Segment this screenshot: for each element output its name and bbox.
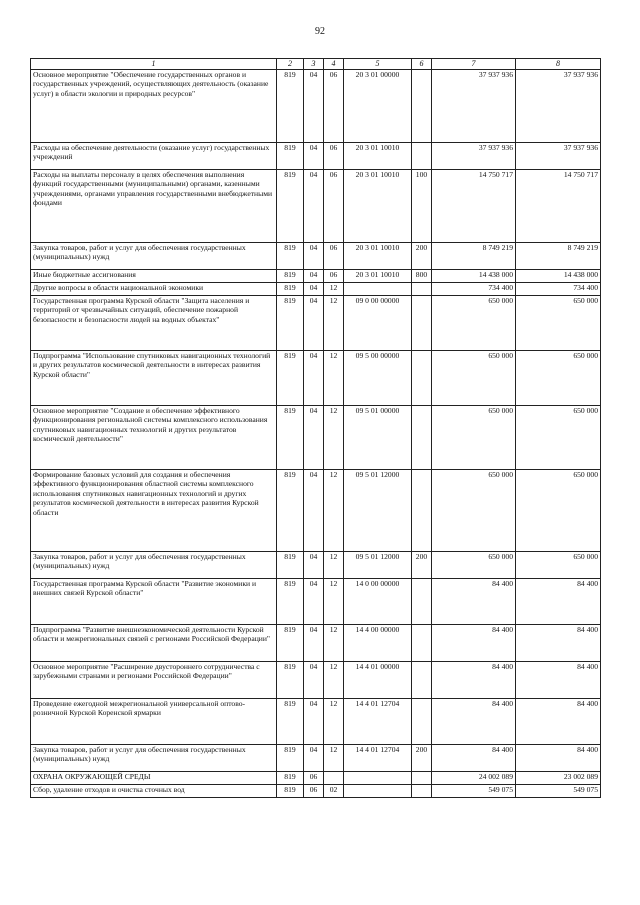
- cell-csr: 20 3 01 10010: [344, 243, 412, 270]
- table-header-row: [31, 59, 601, 70]
- cell-gr: 819: [277, 170, 304, 243]
- cell-gr: 819: [277, 772, 304, 785]
- cell-gr: 819: [277, 552, 304, 579]
- cell-gr: 819: [277, 243, 304, 270]
- table-row: [31, 143, 601, 170]
- cell-v2: 37 937 936: [516, 143, 601, 170]
- column-header: 7: [432, 59, 516, 70]
- cell-gr: 819: [277, 283, 304, 296]
- cell-rz: 04: [304, 470, 324, 552]
- cell-pr: 12: [324, 699, 344, 745]
- cell-name: Расходы на обеспечение деятельности (оказание услуг) государственных учреждений: [31, 143, 277, 170]
- cell-name: Закупка товаров, работ и услуг для обеспечения государственных (муниципальных) нужд: [31, 552, 277, 579]
- cell-v2: 84 400: [516, 699, 601, 745]
- cell-rz: 04: [304, 699, 324, 745]
- cell-pr: 12: [324, 625, 344, 662]
- table-row: [31, 579, 601, 625]
- table-row: [31, 699, 601, 745]
- cell-vr: [412, 70, 432, 143]
- cell-pr: 12: [324, 745, 344, 772]
- cell-v1: 650 000: [432, 470, 516, 552]
- cell-v1: 84 400: [432, 625, 516, 662]
- cell-v1: 650 000: [432, 351, 516, 406]
- cell-csr: 20 3 01 10010: [344, 170, 412, 243]
- cell-pr: 12: [324, 470, 344, 552]
- cell-gr: 819: [277, 351, 304, 406]
- cell-v1: 84 400: [432, 699, 516, 745]
- table-row: [31, 785, 601, 798]
- cell-v1: 84 400: [432, 745, 516, 772]
- cell-csr: [344, 772, 412, 785]
- cell-rz: 04: [304, 283, 324, 296]
- column-header: 1: [31, 59, 277, 70]
- cell-v1: 734 400: [432, 283, 516, 296]
- cell-pr: 06: [324, 70, 344, 143]
- cell-csr: 20 3 01 00000: [344, 70, 412, 143]
- cell-v1: 14 750 717: [432, 170, 516, 243]
- cell-vr: [412, 785, 432, 798]
- cell-vr: 800: [412, 270, 432, 283]
- cell-gr: 819: [277, 70, 304, 143]
- cell-v1: 650 000: [432, 552, 516, 579]
- cell-csr: [344, 283, 412, 296]
- cell-pr: 06: [324, 270, 344, 283]
- cell-v1: 650 000: [432, 296, 516, 351]
- cell-name: Основное мероприятие "Создание и обеспечение эффективного функционирования региональной системы комплексного использования спутниковых навигационных технологий и других результатов космической деятельности": [31, 406, 277, 470]
- cell-v2: 84 400: [516, 745, 601, 772]
- cell-pr: 12: [324, 296, 344, 351]
- cell-pr: 06: [324, 243, 344, 270]
- cell-vr: [412, 699, 432, 745]
- table-row: [31, 243, 601, 270]
- table-row: [31, 745, 601, 772]
- cell-v1: 14 438 000: [432, 270, 516, 283]
- cell-v1: 650 000: [432, 406, 516, 470]
- column-header: 5: [344, 59, 412, 70]
- cell-name: Государственная программа Курской области "Развитие экономики и внешних связей Курской области": [31, 579, 277, 625]
- table-row: [31, 70, 601, 143]
- cell-gr: 819: [277, 270, 304, 283]
- cell-gr: 819: [277, 785, 304, 798]
- cell-pr: 06: [324, 143, 344, 170]
- cell-pr: 12: [324, 552, 344, 579]
- column-header: 2: [277, 59, 304, 70]
- cell-name: ОХРАНА ОКРУЖАЮЩЕЙ СРЕДЫ: [31, 772, 277, 785]
- cell-csr: 14 4 01 00000: [344, 662, 412, 699]
- cell-v2: 23 002 089: [516, 772, 601, 785]
- cell-v2: 650 000: [516, 296, 601, 351]
- cell-rz: 04: [304, 270, 324, 283]
- cell-rz: 04: [304, 662, 324, 699]
- cell-v2: 8 749 219: [516, 243, 601, 270]
- cell-csr: 20 3 01 10010: [344, 143, 412, 170]
- cell-v2: 650 000: [516, 406, 601, 470]
- column-header: 3: [304, 59, 324, 70]
- cell-name: Основное мероприятие "Обеспечение государственных органов и государственных учреждений, осуществляющих деятельность (оказание услуг) в области экологии и природных ресурсов": [31, 70, 277, 143]
- cell-vr: [412, 579, 432, 625]
- cell-gr: 819: [277, 662, 304, 699]
- cell-csr: [344, 785, 412, 798]
- cell-rz: 06: [304, 772, 324, 785]
- cell-v1: 549 075: [432, 785, 516, 798]
- table-row: [31, 283, 601, 296]
- cell-rz: 04: [304, 406, 324, 470]
- cell-vr: [412, 406, 432, 470]
- table-row: [31, 270, 601, 283]
- cell-pr: 12: [324, 662, 344, 699]
- cell-pr: [324, 772, 344, 785]
- cell-vr: 200: [412, 243, 432, 270]
- cell-gr: 819: [277, 470, 304, 552]
- cell-v2: 84 400: [516, 625, 601, 662]
- cell-v1: 84 400: [432, 579, 516, 625]
- cell-rz: 04: [304, 579, 324, 625]
- cell-gr: 819: [277, 406, 304, 470]
- cell-vr: [412, 470, 432, 552]
- cell-gr: 819: [277, 296, 304, 351]
- cell-gr: 819: [277, 699, 304, 745]
- cell-gr: 819: [277, 579, 304, 625]
- cell-pr: 12: [324, 283, 344, 296]
- cell-pr: 06: [324, 170, 344, 243]
- cell-csr: 09 0 00 00000: [344, 296, 412, 351]
- cell-vr: 200: [412, 552, 432, 579]
- cell-vr: [412, 662, 432, 699]
- cell-rz: 04: [304, 170, 324, 243]
- cell-name: Иные бюджетные ассигнования: [31, 270, 277, 283]
- table-row: [31, 552, 601, 579]
- cell-v2: 650 000: [516, 351, 601, 406]
- cell-rz: 04: [304, 552, 324, 579]
- cell-name: Сбор, удаление отходов и очистка сточных вод: [31, 785, 277, 798]
- cell-rz: 04: [304, 143, 324, 170]
- cell-name: Закупка товаров, работ и услуг для обеспечения государственных (муниципальных) нужд: [31, 243, 277, 270]
- cell-rz: 04: [304, 351, 324, 406]
- cell-rz: 04: [304, 243, 324, 270]
- cell-v1: 37 937 936: [432, 143, 516, 170]
- table-row: [31, 351, 601, 406]
- cell-csr: 14 0 00 00000: [344, 579, 412, 625]
- cell-rz: 06: [304, 785, 324, 798]
- cell-csr: 09 5 01 12000: [344, 552, 412, 579]
- cell-name: Подпрограмма "Использование спутниковых навигационных технологий и других результатов космической деятельности в интересах развития Курской области": [31, 351, 277, 406]
- cell-vr: [412, 351, 432, 406]
- cell-vr: 200: [412, 745, 432, 772]
- cell-v2: 84 400: [516, 579, 601, 625]
- table-row: [31, 772, 601, 785]
- cell-name: Проведение ежегодной межрегиональной универсальной оптово-розничной Курской Коренской ярмарки: [31, 699, 277, 745]
- cell-vr: [412, 143, 432, 170]
- cell-name: Другие вопросы в области национальной экономики: [31, 283, 277, 296]
- cell-vr: [412, 772, 432, 785]
- cell-name: Расходы на выплаты персоналу в целях обеспечения выполнения функций государственными (муниципальными) органами, казенными учреждениями, органами управления государственными внебюджетными фондами: [31, 170, 277, 243]
- cell-v1: 84 400: [432, 662, 516, 699]
- cell-csr: 09 5 00 00000: [344, 351, 412, 406]
- cell-vr: [412, 296, 432, 351]
- cell-v2: 549 075: [516, 785, 601, 798]
- cell-name: Формирование базовых условий для создания и обеспечения эффективного функционирования областной системы комплексного использования спутниковых навигационных технологий и других результатов космической деятельности в интересах развития Курской области: [31, 470, 277, 552]
- cell-csr: 09 5 01 00000: [344, 406, 412, 470]
- cell-pr: 02: [324, 785, 344, 798]
- cell-gr: 819: [277, 143, 304, 170]
- page-number: 92: [315, 26, 325, 37]
- cell-csr: 14 4 01 12704: [344, 699, 412, 745]
- cell-name: Подпрограмма "Развитие внешнеэкономической деятельности Курской области и межрегиональных связей с регионами Российской Федерации": [31, 625, 277, 662]
- table-row: [31, 170, 601, 243]
- table-row: [31, 470, 601, 552]
- cell-csr: 14 4 01 12704: [344, 745, 412, 772]
- cell-csr: 20 3 01 10010: [344, 270, 412, 283]
- cell-v1: 37 937 936: [432, 70, 516, 143]
- table-row: [31, 296, 601, 351]
- cell-vr: 100: [412, 170, 432, 243]
- cell-rz: 04: [304, 625, 324, 662]
- cell-name: Основное мероприятие "Расширение двустороннего сотрудничества с зарубежными странами и регионами Российской Федерации": [31, 662, 277, 699]
- table-row: [31, 406, 601, 470]
- cell-v2: 14 750 717: [516, 170, 601, 243]
- cell-v2: 650 000: [516, 470, 601, 552]
- cell-vr: [412, 625, 432, 662]
- cell-csr: 09 5 01 12000: [344, 470, 412, 552]
- budget-table: [30, 58, 601, 798]
- cell-v2: 734 400: [516, 283, 601, 296]
- cell-pr: 12: [324, 406, 344, 470]
- cell-pr: 12: [324, 351, 344, 406]
- table-row: [31, 662, 601, 699]
- cell-v2: 84 400: [516, 662, 601, 699]
- cell-rz: 04: [304, 70, 324, 143]
- cell-v1: 24 002 089: [432, 772, 516, 785]
- cell-gr: 819: [277, 745, 304, 772]
- cell-v2: 37 937 936: [516, 70, 601, 143]
- column-header: 4: [324, 59, 344, 70]
- cell-gr: 819: [277, 625, 304, 662]
- cell-v2: 14 438 000: [516, 270, 601, 283]
- cell-name: Закупка товаров, работ и услуг для обеспечения государственных (муниципальных) нужд: [31, 745, 277, 772]
- column-header: 6: [412, 59, 432, 70]
- table-row: [31, 625, 601, 662]
- cell-v1: 8 749 219: [432, 243, 516, 270]
- cell-csr: 14 4 00 00000: [344, 625, 412, 662]
- cell-name: Государственная программа Курской области "Защита населения и территорий от чрезвычайных ситуаций, обеспечение пожарной безопасности и безопасности людей на водных объектах": [31, 296, 277, 351]
- column-header: 8: [516, 59, 601, 70]
- cell-rz: 04: [304, 745, 324, 772]
- cell-v2: 650 000: [516, 552, 601, 579]
- cell-rz: 04: [304, 296, 324, 351]
- cell-vr: [412, 283, 432, 296]
- cell-pr: 12: [324, 579, 344, 625]
